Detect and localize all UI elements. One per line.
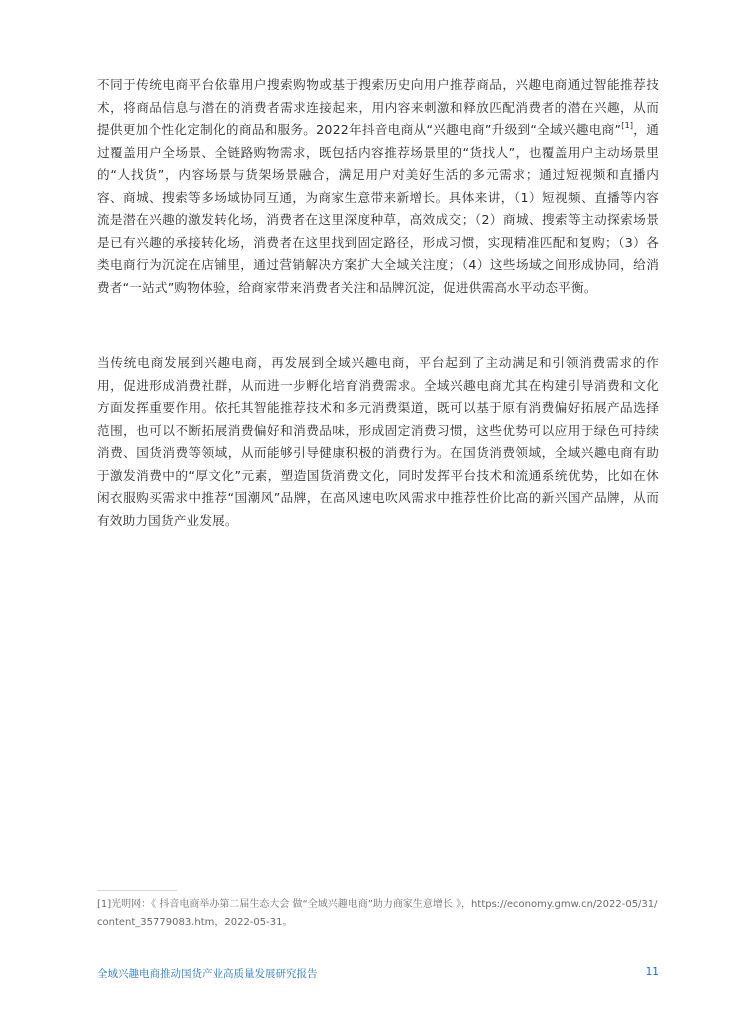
footer-report-title: 全域兴趣电商推动国货产业高质量发展研究报告 bbox=[97, 968, 318, 980]
footnote-text: [1]光明网：《 抖音电商举办第二届生态大会 做“全域兴趣电商”助力商家生意增长 》，https://economy.gmw.cn/2022-05/31/content_35779083.htm，2022-05-31。 bbox=[97, 899, 658, 928]
paragraph-1-text-a: 不同于传统电商平台依靠用户搜索购物或基于搜索历史向用户推荐商品，兴趣电商通过智能推荐技术，将商品信息与潜在的消费者需求连接起来，用内容来刺激和释放匹配消费者的潜在兴趣，从而提供更加个性化定制化的商品和服务。2022年抖音电商从“兴趣电商”升级到“全域兴趣电商” bbox=[97, 77, 659, 137]
page-number: 11 bbox=[645, 966, 659, 978]
body-paragraph-1 bbox=[97, 74, 659, 299]
paragraph-1-text-b: ，通过覆盖用户全场景、全链路购物需求，既包括内容推荐场景里的“货找人”，也覆盖用户主动场景里的“人找货”，内容场景与货架场景融合，满足用户对美好生活的多元需求；通过短视频和直播内容、商城、搜索等多场域协同互通，为商家生意带来新增长。具体来讲，（1）短视频、直播等内容流是潜在兴趣的激发转化场，消费者在这里深度种草，高效成交；（2）商城、搜索等主动探索场景是已有兴趣的承接转化场，消费者在这里找到固定路径，形成习惯，实现精准匹配和复购；（3）各类电商行为沉淀在店铺里，通过营销解决方案扩大全域关注度；（4）这些场域之间形成协同，给消费者“一站式”购物体验，给商家带来消费者关注和品牌沉淀，促进供需高水平动态平衡。 bbox=[97, 122, 659, 295]
body-paragraph-2: 当传统电商发展到兴趣电商，再发展到全域兴趣电商，平台起到了主动满足和引领消费需求的作用，促进形成消费社群，从而进一步孵化培育消费需求。全域兴趣电商尤其在构建引导消费和文化方面发挥重要作用。依托其智能推荐技术和多元消费渠道，既可以基于原有消费偏好拓展产品选择范围，也可以不断拓展消费偏好和消费品味，形成固定消费习惯，这些优势可以应用于绿色可持续消费、国货消费等领域，从而能够引导健康积极的消费行为。在国货消费领域，全域兴趣电商有助于激发消费中的“厚文化”元素，塑造国货消费文化，同时发挥平台技术和流通系统优势，比如在休闲衣服购买需求中推荐“国潮风”品牌，在高风速电吹风需求中推荐性价比高的新兴国产品牌，从而有效助力国货产业发展。 bbox=[97, 355, 659, 528]
footnote-divider bbox=[97, 890, 177, 891]
footnote-reference[interactable]: [1] bbox=[621, 121, 634, 130]
